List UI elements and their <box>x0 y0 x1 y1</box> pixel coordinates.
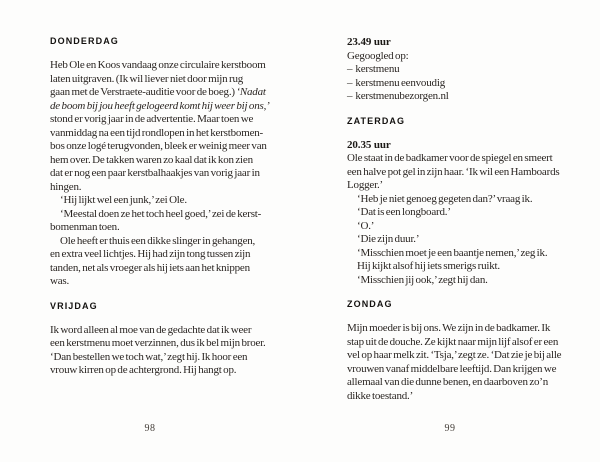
text-segment: allemaal van die dunne benen, en daarboven zo’n <box>347 376 549 388</box>
paragraph <box>50 208 300 235</box>
text-line <box>50 140 300 154</box>
text-line <box>50 59 300 73</box>
text-segment: een halve pot gel in zijn haar. ‘Ik wil een Hamboards <box>347 165 560 178</box>
text-segment: hingen. <box>50 180 82 193</box>
time-heading: 20.35 uur <box>347 138 391 151</box>
text-segment: Ole heeft er thuis een dikke slinger in gehangen, <box>60 234 256 247</box>
text-line <box>347 363 597 377</box>
text-segment: dat er nog een paar kerstbalhaakjes van vorig jaar in <box>50 167 260 179</box>
day-heading: VRIJDAG <box>50 300 98 311</box>
text-line <box>347 63 597 77</box>
text-segment: – kerstmenu <box>347 63 400 75</box>
text-segment: vrouw kirren op de achtergrond. Hij hangt op. <box>50 364 237 376</box>
text-segment: – kerstmenu eenvoudig <box>347 76 445 89</box>
text-line <box>347 390 597 404</box>
text-line <box>347 90 597 104</box>
text-line <box>347 50 597 64</box>
right-page-content <box>347 36 597 403</box>
text-segment: hem over. De takken waren zo kaal dat ik kon zien <box>50 153 253 166</box>
text-segment: dikke toestand.’ <box>347 389 414 402</box>
text-segment: bomenman toen. <box>50 221 120 233</box>
text-line <box>50 100 300 114</box>
text-segment: ‘Hij lijkt wel een junk,’ zei Ole. <box>60 194 187 206</box>
text-line <box>50 351 300 365</box>
text-segment: vanmiddag na een tijd rondlopen in het kerstbomen- <box>50 126 264 139</box>
text-line <box>50 337 300 351</box>
text-segment: Heb Ole en Koos vandaag onze circulaire kerstboom <box>50 59 266 71</box>
paragraph <box>50 324 300 378</box>
text-line <box>50 194 300 208</box>
text-line <box>50 262 300 276</box>
text-line <box>50 275 300 289</box>
text-segment: was. <box>50 275 70 287</box>
text-segment: ‘Die zijn duur.’ <box>357 233 420 245</box>
text-line <box>347 247 597 261</box>
paragraph <box>347 233 597 247</box>
text-segment: ‘Dat is een longboard.’ <box>357 206 451 218</box>
text-line <box>50 324 300 338</box>
italic-text-segment: de boom bij jou heeft gelogeerd komt hij weer bij ons,’ <box>50 99 270 112</box>
text-segment: een kerstmenu moet verzinnen, dus ik bel mijn broer. <box>50 337 266 349</box>
text-line <box>347 274 597 288</box>
text-line <box>50 167 300 181</box>
text-line <box>50 73 300 87</box>
text-line <box>50 235 300 249</box>
paragraph <box>347 152 597 193</box>
text-segment: Ole staat in de badkamer voor de spiegel en smeert <box>347 152 553 164</box>
text-segment: vel op haar melk zit. ‘Tsja,’ zegt ze. ‘Dat zie je bij alle <box>347 349 562 361</box>
text-line <box>347 260 597 274</box>
text-segment: ‘Dan bestellen we toch wat,’ zegt hij. Ik hoor een <box>50 350 248 363</box>
text-segment: Gegoogled op: <box>347 49 409 62</box>
day-heading: ZONDAG <box>347 299 393 309</box>
text-segment: Hij kijkt alsof hij iets smerigs ruikt. <box>357 260 500 272</box>
text-segment: bos onze logé terugvonden, bleek er weinig meer van <box>50 140 267 152</box>
italic-text-segment: ‘Nadat <box>236 86 266 98</box>
day-heading: DONDERDAG <box>50 36 119 46</box>
text-line <box>50 248 300 262</box>
text-segment: Mijn moeder is bij ons. We zijn in de badkamer. Ik <box>347 322 551 334</box>
paragraph <box>347 206 597 220</box>
text-segment: stond er vorig jaar in de advertentie. Maar toen we <box>50 113 254 125</box>
text-segment: ‘Heb je niet genoeg gegeten dan?’ vraag ik. <box>357 192 533 205</box>
day-heading: ZATERDAG <box>347 115 406 126</box>
text-segment: tanden, net als vroeger als hij iets aan het knippen <box>50 261 250 274</box>
text-line <box>347 220 597 234</box>
text-line <box>347 233 597 247</box>
text-line <box>347 152 597 166</box>
right-page-number: 99 <box>444 423 456 434</box>
text-line <box>50 127 300 141</box>
paragraph <box>347 274 597 288</box>
text-line <box>347 193 597 207</box>
text-line <box>347 349 597 363</box>
text-line <box>50 86 300 100</box>
paragraph <box>347 322 597 403</box>
text-segment: gaan met de Verstraete-auditie voor de boeg.) <box>50 86 237 98</box>
text-segment: ‘Misschien jij ook,’ zegt hij dan. <box>357 273 488 286</box>
paragraph <box>347 247 597 261</box>
text-segment: stap uit de douche. Ze kijkt naar mijn lijf alsof er een <box>347 335 559 348</box>
text-line <box>347 336 597 350</box>
text-line <box>50 113 300 127</box>
text-line <box>347 206 597 220</box>
text-segment: – kerstmenubezorgen.nl <box>347 90 449 102</box>
text-segment: ‘Misschien moet je een baantje nemen,’ zeg ik. <box>357 246 548 259</box>
text-segment: vrouwen vanaf middelbare leeftijd. Dan krijgen we <box>347 362 557 375</box>
paragraph <box>347 193 597 207</box>
paragraph <box>347 260 597 274</box>
text-line <box>50 181 300 195</box>
time-heading: 23.49 uur <box>347 36 391 48</box>
text-segment: ‘Meestal doen ze het toch heel goed,’ zei de kerst- <box>60 207 262 220</box>
text-line <box>347 376 597 390</box>
paragraph <box>347 220 597 234</box>
text-line <box>347 179 597 193</box>
paragraph <box>50 235 300 289</box>
paragraph <box>50 194 300 208</box>
text-segment: Logger.’ <box>347 179 383 191</box>
text-segment: laten uitgraven. (Ik wil liever niet door mijn rug <box>50 72 244 85</box>
text-line <box>50 221 300 235</box>
text-segment: ‘O.’ <box>357 219 375 232</box>
text-segment: Ik word alleen al moe van de gedachte dat ik weer <box>50 323 252 336</box>
left-page-number: 98 <box>144 423 156 434</box>
left-page-content <box>50 36 300 378</box>
text-line <box>347 322 597 336</box>
text-line <box>347 166 597 180</box>
text-line <box>50 364 300 378</box>
paragraph <box>50 59 300 194</box>
text-segment: en extra veel lichtjes. Hij had zijn tong tussen zijn <box>50 248 251 260</box>
text-line <box>50 154 300 168</box>
paragraph <box>347 50 597 104</box>
text-line <box>50 208 300 222</box>
text-line <box>347 77 597 91</box>
